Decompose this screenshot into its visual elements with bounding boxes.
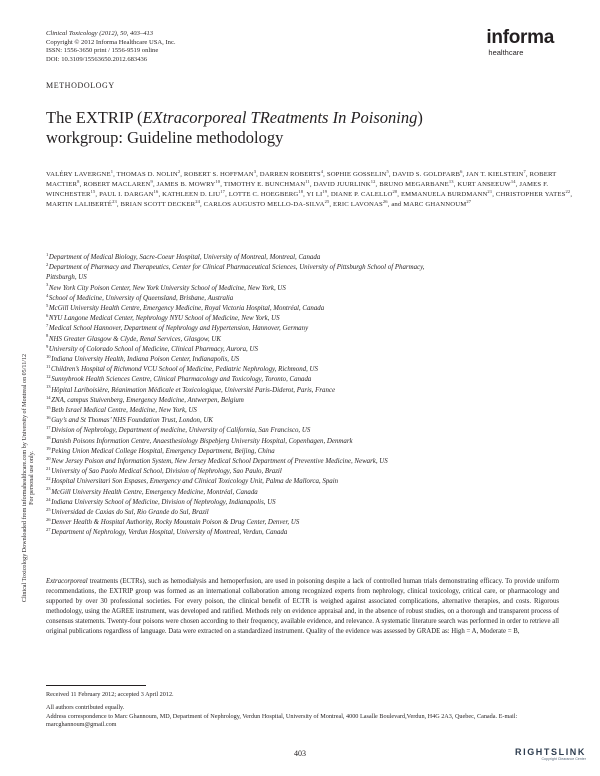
- publisher-name: informa: [486, 27, 554, 48]
- affiliation-number: 23: [46, 486, 51, 492]
- author: SOPHIE GOSSELIN: [326, 171, 387, 178]
- affiliation-number: 20: [46, 455, 51, 461]
- affiliation: [46, 365, 576, 375]
- affiliation-text: Peking Union Medical College Hospital, Emergency Department, Beijing, China: [51, 447, 275, 455]
- author-affiliation-number: 3: [253, 168, 257, 174]
- author: MARTIN LALIBERTÉ: [46, 201, 113, 208]
- affiliation: [46, 324, 576, 334]
- affiliation: [46, 314, 576, 324]
- affiliation: [46, 294, 576, 304]
- affiliation-text: Danish Poisons Information Centre, Anaesthesiology Bispebjerg University Hospital, Copenhagen, Denmark: [51, 437, 353, 445]
- affiliation: [46, 406, 576, 416]
- issn-line: ISSN: 1556-3650 print / 1556-9519 online: [46, 47, 159, 54]
- footnotes: [46, 691, 559, 730]
- affiliation-text: Universidad de Caxias do Sul, Rio Grande do Sul, Brazil: [51, 509, 209, 517]
- author-affiliation-number: 16: [153, 188, 159, 194]
- title-italic: EXtracorporeal TReatments In Poisoning: [142, 108, 418, 127]
- author-affiliation-number: 12: [370, 178, 376, 184]
- author: KURT ANSEEUW: [457, 181, 511, 188]
- author: CHRISTOPHER YATES: [495, 191, 566, 198]
- affiliation-text: Guy’s and St Thomas’ NHS Foundation Trust, London, UK: [51, 417, 214, 425]
- journal-citation: Clinical Toxicology (2012), 50, 403–413: [46, 30, 154, 37]
- affiliation-number: 25: [46, 506, 51, 512]
- abstract-lead: Extracorporeal: [46, 578, 88, 585]
- watermark-line-2: For personal use only.: [29, 451, 36, 505]
- affiliation-number: 13: [46, 384, 51, 390]
- rightslink-wordmark: RIGHTSLINK: [515, 747, 586, 757]
- author-affiliation-number: 17: [220, 188, 226, 194]
- affiliation: [46, 284, 576, 294]
- download-watermark: [4, 258, 36, 698]
- author: DIANE P. CALELLO: [330, 191, 393, 198]
- author-affiliation-number: 15: [90, 188, 96, 194]
- author-list: VALÉRY LAVERGNE$^1$, THOMAS D. NOLIN$^2$, ROBERT S. HOFFMAN$^3$, DARREN ROBERTS$^4$, SOPHIE GOSSELIN$^5$, DAVID S. GOLDFARB$^6$, JAN T. KIELSTEIN$^7$, ROBERT MACTIER$^8$, ROBERT MACLAREN$^9$, JAMES B. MOWRY$^{10}$, TIMOTHY E. BUNCHMAN$^{11}$, DAVID JUURLINK$^{12}$, BRUNO MEGARBANE$^{13}$, KURT ANSEEUW$^{14}$, JAMES F. WINCHESTER$^{15}$, PAUL I. DARGAN$^{16}$, KATHLEEN D. LIU$^{17}$, LOTTE C. HOEGBERG$^{18}$, YI LI$^{19}$, DIANE P. CALELLO$^{20}$, EMMANUELA BURDMANN$^{21}$, CHRISTOPHER YATES$^{22}$, MARTIN LALIBERTÉ$^{23}$, BRIAN SCOTT DECKER$^{24}$, CARLOS AUGUSTO MELLO-DA-SILVA$^{25}$, ERIC LAVONAS$^{26}$, and MARC GHANNOUM$^{27}$: [46, 168, 573, 208]
- author: ROBERT S. HOFFMAN: [183, 171, 254, 178]
- title-line-2: workgroup: Guideline methodology: [46, 128, 284, 147]
- author: LOTTE C. HOEGBERG: [228, 191, 299, 198]
- author-affiliation-number: 19: [322, 188, 328, 194]
- affiliation-text: Department of Medical Biology, Sacre-Coeur Hospital, University of Montreal, Montreal, Canada: [48, 254, 321, 261]
- author: ROBERT MACTIER: [46, 171, 557, 188]
- affiliation-number: 8: [46, 333, 49, 339]
- affiliation: [46, 335, 576, 345]
- affiliation-number: 10: [46, 353, 51, 359]
- author: BRIAN SCOTT DECKER: [120, 201, 196, 208]
- author: VALÉRY LAVERGNE: [46, 171, 111, 178]
- author-affiliation-number: 22: [565, 188, 571, 194]
- author: JAN T. KIELSTEIN: [466, 171, 524, 178]
- affiliation-text: McGill University Health Centre, Emergency Medicine, Montréal, Canada: [51, 488, 258, 496]
- affiliation-text: School of Medicine, University of Queensland, Brisbane, Australia: [48, 294, 234, 302]
- author-affiliation-number: 1: [110, 168, 114, 174]
- author-affiliation-number: 2: [177, 168, 181, 174]
- author: DAVID S. GOLDFARB: [392, 171, 461, 178]
- affiliation-text: New Jersey Poison and Information System, New Jersey Medical School Department of Preventive Medicine, Newark, US: [51, 458, 388, 466]
- affiliation: [46, 457, 576, 467]
- affiliation-number: 19: [46, 445, 51, 451]
- author: ERIC LAVONAS: [333, 201, 383, 208]
- title-line-1: The EXTRIP (EXtracorporeal TReatments In Poisoning): [46, 108, 423, 127]
- copyright-line: Copyright © 2012 Informa Healthcare USA, Inc.: [46, 38, 176, 46]
- abstract-body: treatments (ECTRs), such as hemodialysis and hemoperfusion, are used in poisoning despite a lack of controlled human trials demonstrating efficacy. To provide uniform recommendations, the EXTRIP group was formed as an international collaboration among recognized experts from nephrology, clinical toxicology, critical care, or pharmacology and supported by over 30 professional societies. For every poison, the clinical benefit of ECTR is weighed against associated complications, alternative therapies, and costs. Rigorous methodology, using the AGREE instrument, was developed and ratified. Methods rely on evidence appraisal and, in the absence of robust studies, on a thorough and transparent process of consensus statements. Twenty-four poisons were chosen according to their frequency, available evidence, and relevance. A systematic literature search was performed in order to retrieve all original publications regardless of language. Data were extracted on a standardized instrument. Quality of the evidence was assessed by GRADE as: High = A, Moderate = B,: [46, 578, 559, 635]
- rightslink-tagline: Copyright Clearance Center: [541, 757, 586, 761]
- affiliation: [46, 253, 576, 263]
- author-affiliation-number: 8: [77, 178, 80, 184]
- correspondence-note: Address correspondence to Marc Ghannoum, MD, Department of Nephrology, Verdun Hospital, University of Montreal, 4000 Lasalle Boulevard,Verdun, H4G 2A3, Quebec, Canada. E-mail: marcghannoum@gmail.com: [46, 712, 518, 729]
- author-affiliation-number: 10: [215, 178, 221, 184]
- affiliation: [46, 355, 576, 365]
- affiliation-number: 4: [46, 292, 49, 298]
- author-affiliation-number: 13: [448, 178, 454, 184]
- affiliation-number: 21: [46, 465, 51, 471]
- affiliation-text: Hôpital Lariboisière, Réanimation Médicale et Toxicologique, Université Paris-Diderot, Paris, France: [51, 386, 336, 394]
- author: BRUNO MEGARBANE: [379, 181, 449, 188]
- author-affiliation-number: 18: [298, 188, 304, 194]
- rightslink-logo[interactable]: [515, 747, 586, 762]
- affiliation-number: 24: [46, 496, 51, 502]
- publisher-logo: [486, 28, 554, 57]
- affiliation: [46, 375, 576, 385]
- affiliation-text: Indiana University Health, Indiana Poison Center, Indianapolis, US: [51, 356, 240, 364]
- affiliation-text: New York City Poison Center, New York University School of Medicine, New York, US: [48, 284, 286, 292]
- affiliation-number: 6: [46, 312, 49, 318]
- affiliation-number: 12: [46, 374, 51, 380]
- author: ROBERT MACLAREN: [83, 181, 151, 188]
- affiliation: [46, 304, 576, 314]
- affiliation-number: 2: [46, 261, 49, 267]
- affiliation: [46, 518, 576, 528]
- affiliation: [46, 447, 576, 457]
- affiliation: [46, 508, 576, 518]
- author: JAMES F. WINCHESTER: [46, 181, 549, 198]
- affiliation-text: Beth Israel Medical Centre, Medicine, New York, US: [51, 407, 197, 415]
- author: DAVID JUURLINK: [313, 181, 371, 188]
- author: MARC GHANNOUM: [403, 201, 467, 208]
- publisher-subname: healthcare: [488, 48, 524, 57]
- affiliation-text: Indiana University School of Medicine, Division of Nephrology, Indianapolis, US: [51, 498, 276, 506]
- affiliation-text: Department of Nephrology, Verdun Hospital, University of Montreal, Verdun, Canada: [51, 529, 288, 537]
- author-affiliation-number: 20: [392, 188, 398, 194]
- author: YI LI: [306, 191, 323, 198]
- affiliation-text: McGill University Health Centre, Emergency Medicine, Royal Victoria Hospital, Montréal, Canada: [48, 305, 325, 313]
- affiliation-text: NHS Greater Glasgow & Clyde, Renal Services, Glasgow, UK: [48, 335, 221, 343]
- affiliation-text: Sunnybrook Health Sciences Centre, Clinical Pharmacology and Toxicology, Toronto, Canada: [51, 376, 312, 384]
- affiliation: [46, 437, 576, 447]
- affiliation-number: 14: [46, 394, 51, 400]
- affiliation-number: 27: [46, 527, 51, 533]
- author: JAMES B. MOWRY: [156, 181, 216, 188]
- affiliation-text: Denver Health & Hospital Authority, Rocky Mountain Poison & Drug Center, Denver, US: [51, 519, 300, 527]
- author-affiliation-number: 9: [150, 178, 153, 184]
- affiliation-number: 11: [46, 363, 51, 369]
- affiliation-text: ZNA, campus Stuivenberg, Emergency Medicine, Antwerpen, Belgium: [51, 396, 244, 404]
- author-affiliation-number: 6: [460, 168, 463, 174]
- article-title: [46, 108, 566, 148]
- affiliation: [46, 528, 576, 538]
- affiliation-number: 3: [46, 282, 49, 288]
- affiliation-text: Pittsburgh, US: [46, 274, 87, 282]
- received-note: Received 11 February 2012; accepted 3 April 2012.: [46, 691, 174, 698]
- author: EMMANUELA BURDMANN: [400, 191, 488, 198]
- affiliation-text: University of Sao Paolo Medical School, Division of Nephrology, Sao Paulo, Brazil: [51, 468, 282, 476]
- affiliation-number: 1: [46, 251, 49, 257]
- affiliation: [46, 498, 576, 508]
- affiliation-text: Hospital Universitari Son Espases, Emergency and Clinical Toxicology Unit, Palma de Mallorca, Spain: [51, 478, 339, 486]
- affiliation-text: Department of Pharmacy and Therapeutics, Center for Clinical Pharmaceutical Sciences, University of Pittsburgh School of Pharmacy,: [48, 264, 425, 272]
- author: TIMOTHY E. BUNCHMAN: [223, 181, 306, 188]
- affiliation-number: 16: [46, 414, 51, 420]
- footnote-divider: [46, 685, 146, 686]
- page-number: 403: [294, 749, 306, 758]
- author-conjunction: and: [391, 201, 402, 208]
- affiliation: [46, 426, 576, 436]
- affiliation: [46, 488, 576, 498]
- affiliation-number: 18: [46, 435, 51, 441]
- section-label: METHODOLOGY: [46, 81, 115, 90]
- affiliation-text: University of Colorado School of Medicine, Clinical Pharmacy, Aurora, US: [48, 345, 258, 353]
- author-affiliation-number: 5: [386, 168, 389, 174]
- affiliation-number: 9: [46, 343, 49, 349]
- affiliation: [46, 263, 576, 273]
- author-affiliation-number: 26: [382, 198, 388, 204]
- affiliation: [46, 396, 576, 406]
- affiliation: [46, 386, 576, 396]
- affiliation-text: NYU Langone Medical Center, Nephrology NYU School of Medicine, New York, US: [48, 315, 280, 323]
- author: KATHLEEN D. LIU: [162, 191, 221, 198]
- author: CARLOS AUGUSTO MELLO-DA-SILVA: [203, 201, 325, 208]
- affiliation-number: 17: [46, 425, 51, 431]
- affiliation-number: 22: [46, 476, 51, 482]
- author: THOMAS D. NOLIN: [116, 171, 178, 178]
- affiliation-number: 26: [46, 516, 51, 522]
- author-affiliation-number: 23: [112, 198, 117, 204]
- affiliation: [46, 273, 576, 283]
- affiliation-text: Medical School Hannover, Department of Nephrology and Hypertension, Hannover, Germany: [48, 325, 309, 333]
- affiliation-number: 15: [46, 404, 51, 410]
- author-affiliation-number: 7: [523, 168, 526, 174]
- author: DARREN ROBERTS: [259, 171, 321, 178]
- affiliation: [46, 477, 576, 487]
- author: PAUL I. DARGAN: [99, 191, 154, 198]
- affiliation: [46, 467, 576, 477]
- abstract: [46, 577, 559, 636]
- author-affiliation-number: 27: [466, 198, 472, 204]
- author-affiliation-number: 24: [195, 198, 201, 204]
- affiliation-number: 5: [46, 302, 49, 308]
- affiliation-list: [46, 253, 576, 539]
- affiliation: [46, 345, 576, 355]
- affiliation-text: Division of Nephrology, Department of medicine, University of California, San Francisco, US: [51, 427, 311, 435]
- contribution-note: All authors contributed equally.: [46, 703, 125, 711]
- affiliation-number: 7: [46, 323, 49, 329]
- doi-line: DOI: 10.3109/15563650.2012.683436: [46, 55, 148, 63]
- watermark-line-1: Clinical Toxicology Downloaded from informahealthcare.com by University of Montreal on 05/11/12: [22, 353, 28, 603]
- affiliation: [46, 416, 576, 426]
- author-affiliation-number: 14: [510, 178, 516, 184]
- author-affiliation-number: 11: [305, 178, 310, 184]
- journal-info: [46, 30, 346, 64]
- author-affiliation-number: 4: [320, 168, 324, 174]
- affiliation-text: Children’s Hospital of Richmond VCU School of Medicine, Pediatric Nephrology, Richmond, US: [51, 366, 318, 374]
- author-affiliation-number: 21: [487, 188, 493, 194]
- author-affiliation-number: 25: [324, 198, 330, 204]
